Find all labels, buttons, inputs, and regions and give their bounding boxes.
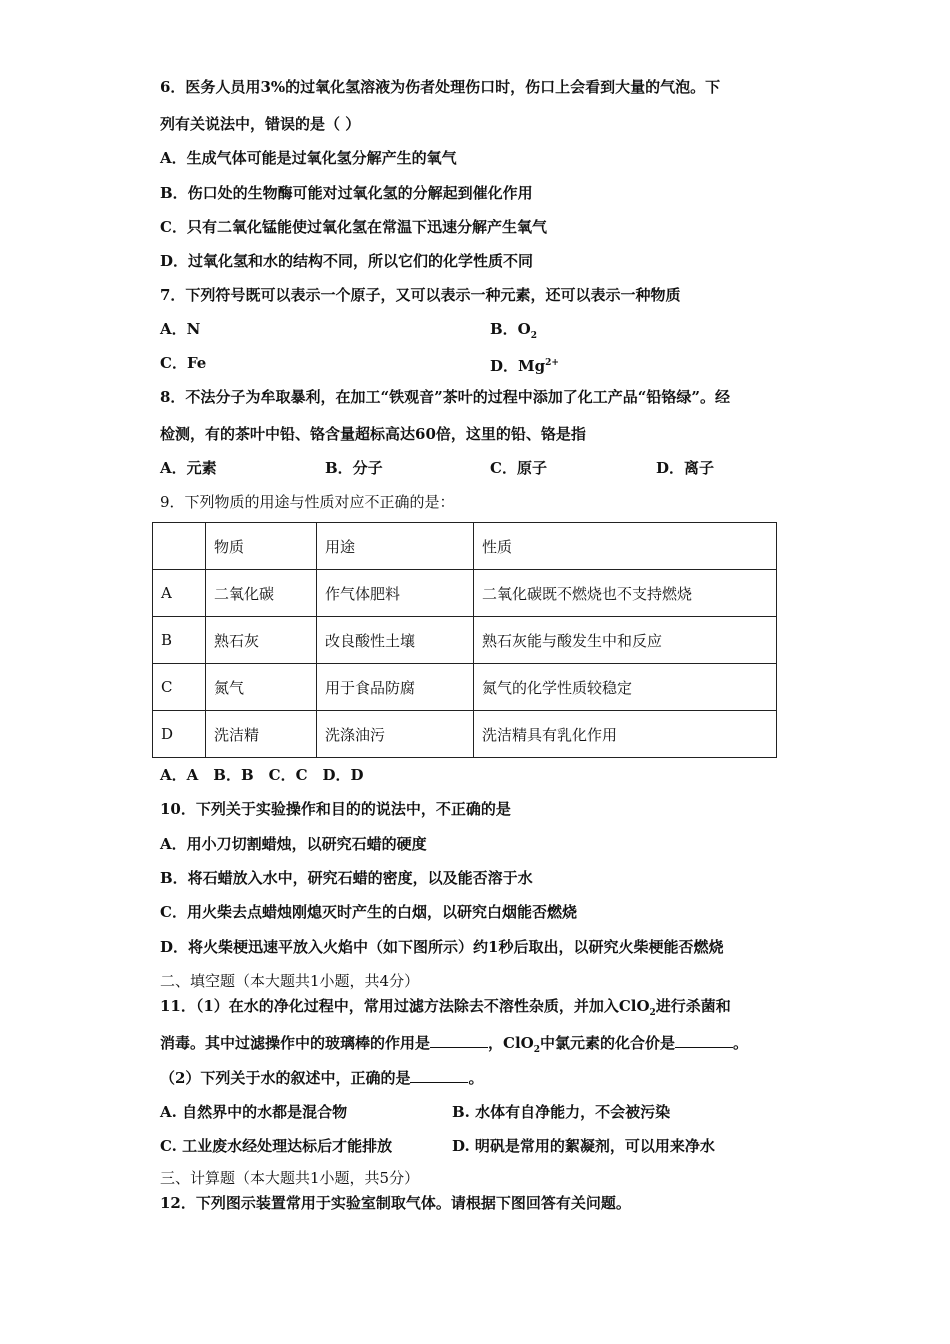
q9-options: A．A B．B C．C D．D: [160, 766, 364, 784]
table-row: [153, 711, 777, 758]
q7-option-d: D．$Mg^{2+}$: [490, 357, 559, 375]
q6-option-c: C．只有二氧化锰能使过氧化氢在常温下迅速分解产生氧气: [160, 218, 547, 236]
section-heading-fill-blank: 二、填空题（本大题共1小题，共4分）: [160, 972, 420, 990]
q9-stem: 9．下列物质的用途与性质对应不正确的是：: [160, 493, 455, 511]
table-cell: 洗洁精: [206, 711, 317, 758]
table-cell: 物质: [206, 523, 317, 570]
q11-option-d: D. 明矾是常用的絮凝剂，可以用来净水: [452, 1137, 715, 1155]
table-cell: 熟石灰: [206, 617, 317, 664]
q10-stem: 10．下列关于实验操作和目的的说法中，不正确的是: [160, 800, 511, 818]
q7-option-c: C．Fe: [160, 354, 207, 372]
table-cell: B: [153, 617, 206, 664]
q11-stem-line1: 11．（1）在水的净化过程中，常用过滤方法除去不溶性杂质，并加入ClO$_2$进行杀菌和: [160, 997, 731, 1018]
table-cell: 洗洁精具有乳化作用: [474, 711, 777, 758]
table-cell: 性质: [474, 523, 777, 570]
q11-option-b: B. 水体有自净能力，不会被污染: [452, 1103, 671, 1121]
table-cell: [153, 523, 206, 570]
table-cell: 用于食品防腐: [317, 664, 474, 711]
q8-stem-line1: 8．不法分子为牟取暴利，在加工“铁观音”茶叶的过程中添加了化工产品“铅铬绿”。经: [160, 388, 730, 406]
table-cell: 作气体肥料: [317, 570, 474, 617]
q11-stem-line2: 消毒。其中过滤操作中的玻璃棒的作用是 ，ClO$_2$中氯元素的化合价是 。: [160, 1034, 749, 1055]
answer-blank[interactable]: [675, 1033, 733, 1048]
q8-option-c: C．原子: [490, 459, 547, 477]
q6-option-a: A．生成气体可能是过氧化氢分解产生的氧气: [160, 149, 457, 167]
table-cell: 用途: [317, 523, 474, 570]
q6-option-b: B．伤口处的生物酶可能对过氧化氢的分解起到催化作用: [160, 184, 533, 202]
table-cell: 氮气的化学性质较稳定: [474, 664, 777, 711]
q6-option-d: D．过氧化氢和水的结构不同，所以它们的化学性质不同: [160, 252, 534, 270]
q7-option-a: A．N: [160, 320, 201, 338]
q10-option-d: D．将火柴梗迅速平放入火焰中（如下图所示）约1秒后取出，以研究火柴梗能否燃烧: [160, 938, 724, 956]
q6-stem-line1: 6．医务人员用3%的过氧化氢溶液为伤者处理伤口时，伤口上会看到大量的气泡。下: [160, 78, 721, 96]
table-cell: D: [153, 711, 206, 758]
table-row: [153, 617, 777, 664]
q6-stem-line2: 列有关说法中，错误的是（ ）: [160, 115, 361, 133]
q8-stem-line2: 检测，有的茶叶中铅、铬含量超标高达60倍，这里的铅、铬是指: [160, 425, 586, 443]
q8-option-a: A．元素: [160, 459, 217, 477]
table-cell: 改良酸性土壤: [317, 617, 474, 664]
q8-option-b: B．分子: [325, 459, 383, 477]
q7-stem: 7．下列符号既可以表示一个原子，又可以表示一种元素，还可以表示一种物质: [160, 286, 681, 304]
table-cell: A: [153, 570, 206, 617]
answer-blank[interactable]: [410, 1068, 468, 1083]
q10-option-a: A．用小刀切割蜡烛，以研究石蜡的硬度: [160, 835, 427, 853]
table-cell: 洗涤油污: [317, 711, 474, 758]
q9-table: [152, 522, 777, 758]
table-header-row: [153, 523, 777, 570]
answer-blank[interactable]: [430, 1033, 488, 1048]
q11-option-c: C. 工业废水经处理达标后才能排放: [160, 1137, 393, 1155]
table-cell: 二氧化碳: [206, 570, 317, 617]
table-cell: 熟石灰能与酸发生中和反应: [474, 617, 777, 664]
q11-option-a: A. 自然界中的水都是混合物: [160, 1103, 348, 1121]
q8-option-d: D．离子: [656, 459, 715, 477]
q11-part2-stem: （2）下列关于水的叙述中，正确的是 。: [160, 1069, 484, 1087]
q10-option-b: B．将石蜡放入水中，研究石蜡的密度，以及能否溶于水: [160, 869, 533, 887]
table-cell: C: [153, 664, 206, 711]
table-row: [153, 664, 777, 711]
q10-option-c: C．用火柴去点蜡烛刚熄灭时产生的白烟，以研究白烟能否燃烧: [160, 903, 577, 921]
q7-option-b: B．$O_2$: [490, 320, 538, 341]
section-heading-calculation: 三、计算题（本大题共1小题，共5分）: [160, 1169, 420, 1187]
table-cell: 二氧化碳既不燃烧也不支持燃烧: [474, 570, 777, 617]
q12-stem: 12．下列图示装置常用于实验室制取气体。请根据下图回答有关问题。: [160, 1194, 631, 1212]
table-row: [153, 570, 777, 617]
table-cell: 氮气: [206, 664, 317, 711]
